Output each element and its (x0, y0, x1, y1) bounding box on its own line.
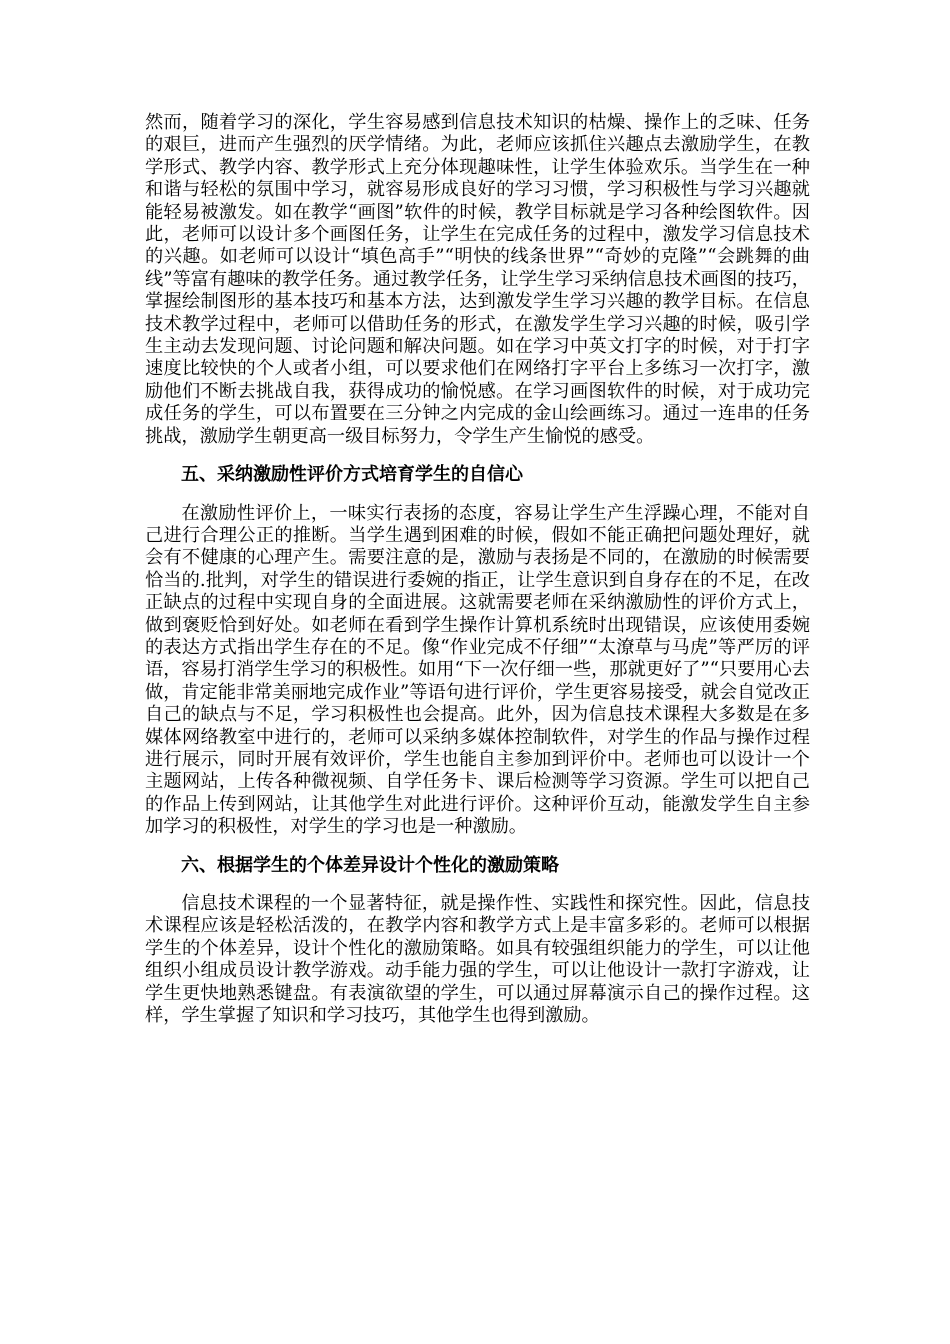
paragraph-spacer (145, 487, 810, 503)
body-paragraph-2: 在激励性评价上，一味实行表扬的态度，容易让学生产生浮躁心理，不能对自己进行合理公正的推断。当学生遇到困难的时候，假如不能正确把问题处理好，就会有不健康的心理产生。需要注意的是，激励与表扬是不同的，在激励的时候需要恰当的.批判，对学生的错误进行委婉的指正，让学生意识到自身存在的不足，在改正缺点的过程中实现自身的全面进展。这就需要老师在采纳激励性的评价方式上，做到褒贬恰到好处。如老师在看到学生操作计算机系统时出现错误，应该使用委婉的表达方式指出学生存在的不足。像“作业完成不仔细”“太潦草与马虎”等严厉的评语，容易打消学生学习的积极性。如用“下一次仔细一些，那就更好了”“只要用心去做，肯定能非常美丽地完成作业”等语句进行评价，学生更容易接受，就会自觉改正自己的缺点与不足，学习积极性也会提高。此外，因为信息技术课程大多数是在多媒体网络教室中进行的，老师可以采纳多媒体控制软件，对学生的作品与操作过程进行展示，同时开展有效评价，学生也能自主参加到评价中。老师也可以设计一个主题网站，上传各种微视频、自学任务卡、课后检测等学习资源。学生可以把自己的作品上传到网站，让其他学生对此进行评价。这种评价互动，能激发学生自主参加学习的积极性，对学生的学习也是一种激励。 (145, 502, 810, 838)
paragraph-spacer (145, 877, 810, 893)
section-heading-6: 六、根据学生的个体差异设计个性化的激励策略 (181, 854, 559, 876)
section-heading-5: 五、采纳激励性评价方式培育学生的自信心 (181, 464, 523, 486)
body-paragraph-1: 然而，随着学习的深化，学生容易感到信息技术知识的枯燥、操作上的乏味、任务的艰巨，进而产生强烈的厌学情绪。为此，老师应该抓住兴趣点去激励学生，在教学形式、教学内容、教学形式上充分体现趣味性，让学生体验欢乐。当学生在一种和谐与轻松的氛围中学习，就容易形成良好的学习习惯，学习积极性与学习兴趣就能轻易被激发。如在教学“画图”软件的时候，教学目标就是学习各种绘图软件。因此，老师可以设计多个画图任务，让学生在完成任务的过程中，激发学习信息技术的兴趣。如老师可以设计“填色高手”“明快的线条世界”“奇妙的克隆”“会跳舞的曲线”等富有趣味的教学任务。通过教学任务，让学生学习采纳信息技术画图的技巧，掌握绘制图形的基本技巧和基本方法，达到激发学生学习兴趣的教学目标。在信息技术教学过程中，老师可以借助任务的形式，在激发学生学习兴趣的时候，吸引学生主动去发现问题、讨论问题和解决问题。如在学习中英文打字的时候，对于打字速度比较快的个人或者小组，可以要求他们在网络打字平台上多练习一次打字，激励他们不断去挑战自我，获得成功的愉悦感。在学习画图软件的时候，对于成功完成任务的学生，可以布置要在三分钟之内完成的金山绘画练习。通过一连串的任务挑战，激励学生朝更高一级目标努力，令学生产生愉悦的感受。 (145, 112, 810, 447)
paragraph-spacer (145, 839, 810, 855)
paragraph-spacer (145, 448, 810, 464)
body-paragraph-3: 信息技术课程的一个显著特征，就是操作性、实践性和探究性。因此，信息技术课程应该是轻松活泼的，在教学内容和教学方式上是丰富多彩的。老师可以根据学生的个体差异，设计个性化的激励策略。如具有较强组织能力的学生，可以让他组织小组成员设计教学游戏。动手能力强的学生，可以让他设计一款打字游戏，让学生更快地熟悉键盘。有表演欲望的学生，可以通过屏幕演示自己的操作过程。这样，学生掌握了知识和学习技巧，其他学生也得到激励。 (145, 893, 810, 1027)
document-page (145, 112, 810, 1027)
